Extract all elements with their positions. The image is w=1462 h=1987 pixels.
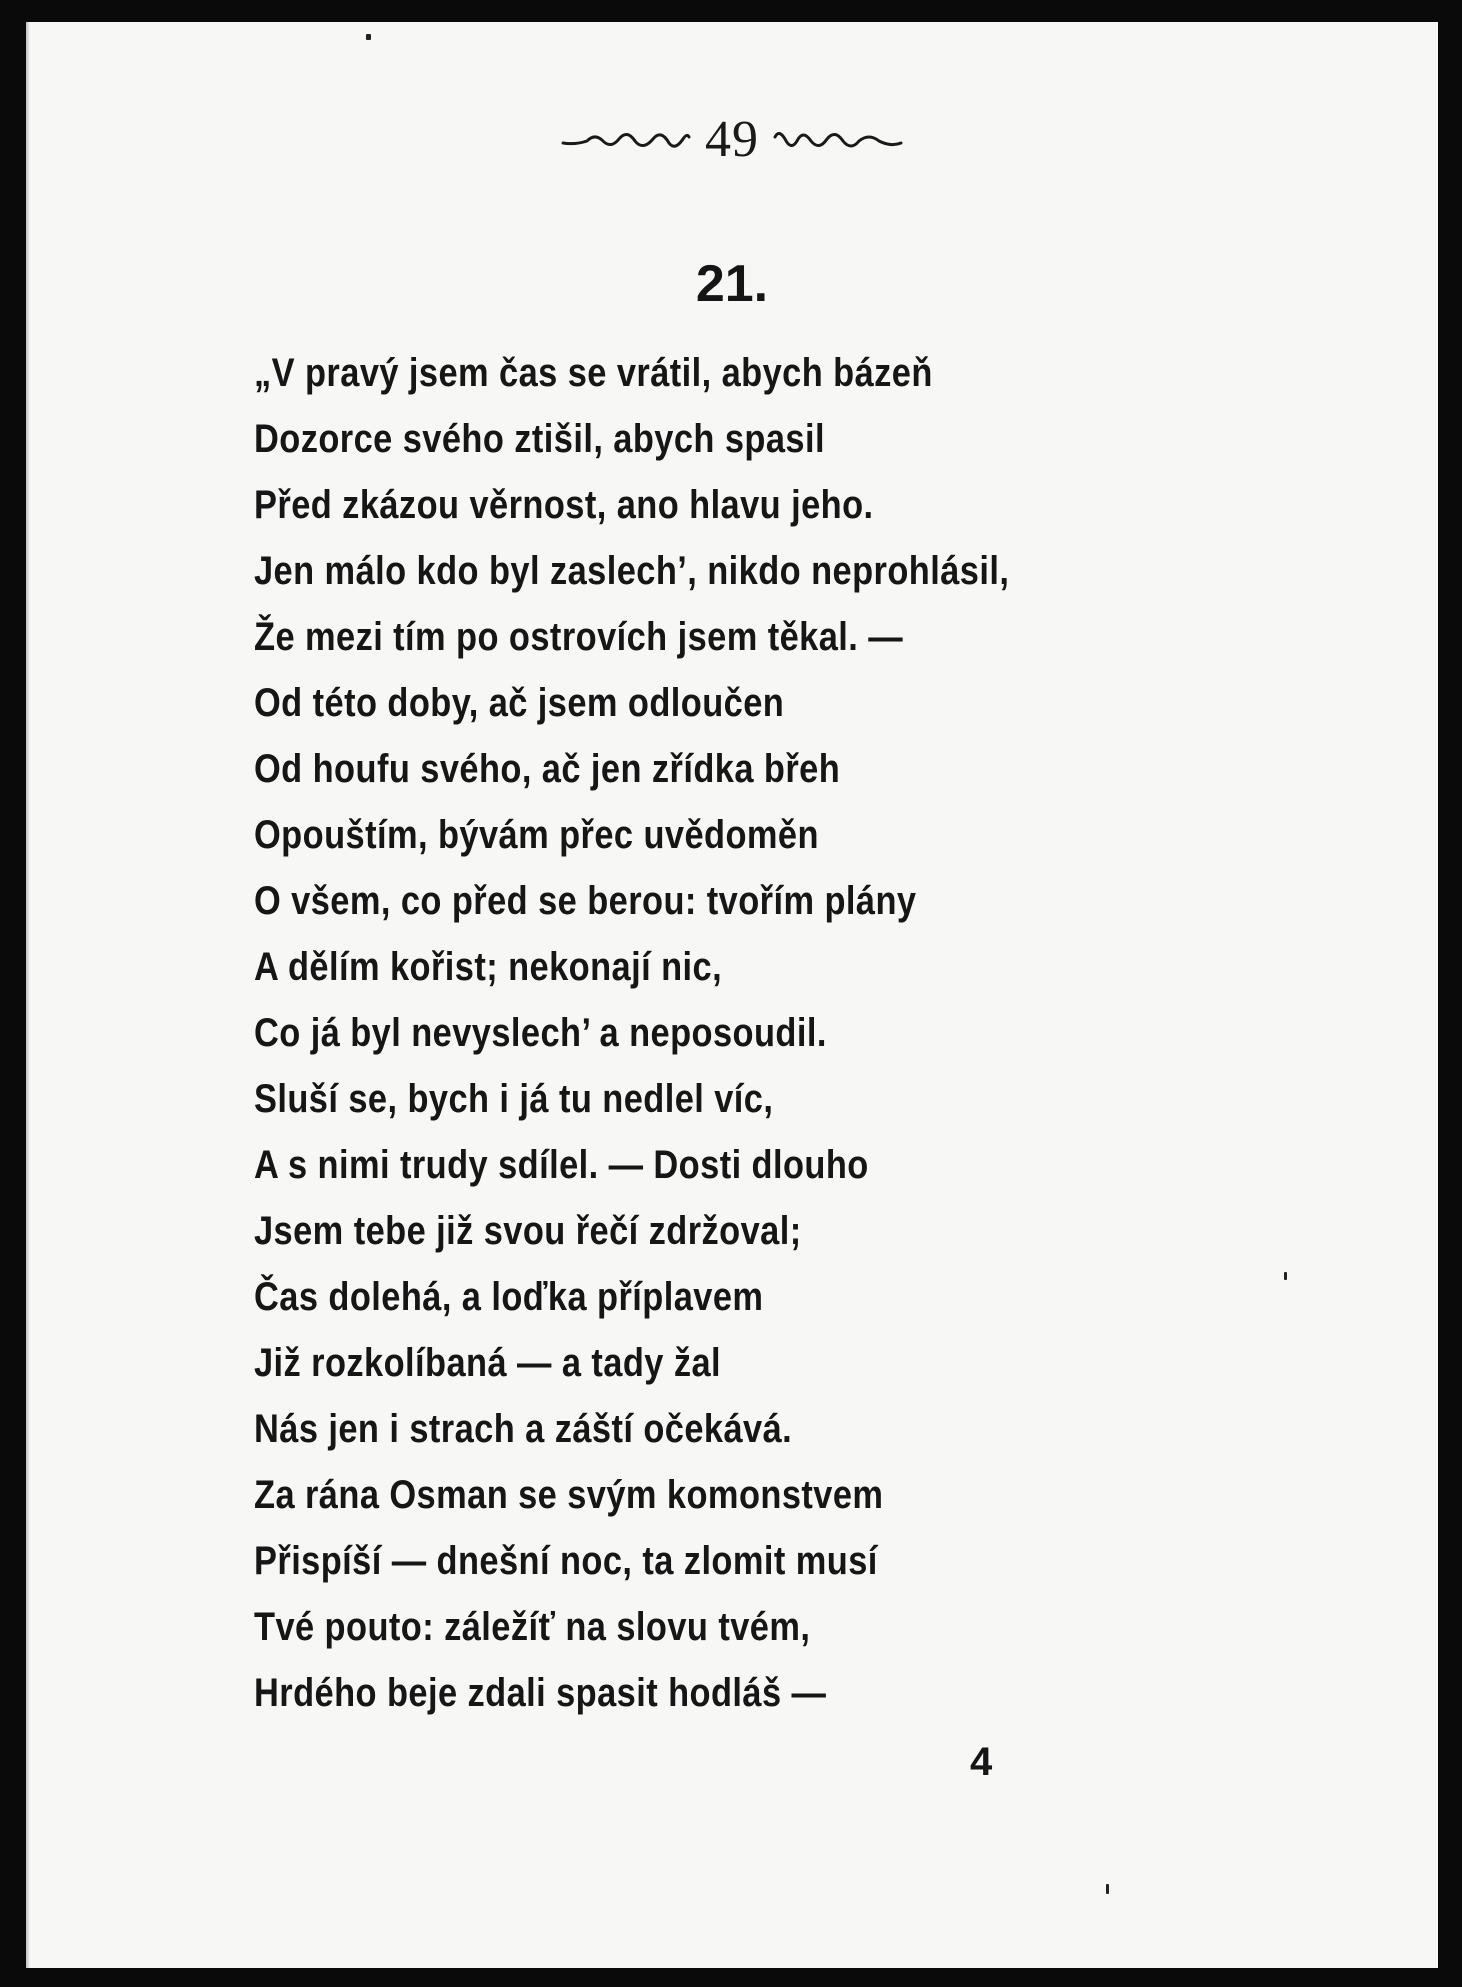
print-speck bbox=[366, 34, 371, 40]
poem-line: Již rozkolíbaná — a tady žal bbox=[254, 1341, 722, 1385]
poem-line: Opouštím, bývám přec uvědoměn bbox=[254, 813, 819, 857]
page-number: 49 bbox=[705, 111, 759, 168]
section-number: 21. bbox=[695, 255, 769, 313]
book-page bbox=[26, 22, 1438, 1968]
poem-line: Dozorce svého ztišil, abych spasil bbox=[254, 417, 825, 461]
poem-line: Sluší se, bych i já tu nedlel víc, bbox=[254, 1077, 774, 1121]
page-header bbox=[26, 111, 1438, 168]
poem-line: Hrdého beje zdali spasit hodláš — bbox=[254, 1671, 827, 1715]
poem-line: „V pravý jsem čas se vrátil, abych bázeň bbox=[254, 351, 933, 395]
poem-line: A s nimi trudy sdílel. — Dosti dlouho bbox=[254, 1143, 869, 1187]
poem-line: Tvé pouto: záležíť na slovu tvém, bbox=[254, 1605, 811, 1649]
poem-line: Jen málo kdo byl zaslech’, nikdo neprohlásil, bbox=[254, 549, 1010, 593]
wave-ornament-right-icon bbox=[773, 125, 903, 155]
print-speck bbox=[1106, 1884, 1109, 1894]
poem-text bbox=[254, 340, 1254, 1726]
poem-line: Za rána Osman se svým komonstvem bbox=[254, 1473, 884, 1517]
poem-line: Přispíší — dnešní noc, ta zlomit musí bbox=[254, 1539, 878, 1583]
poem-line: Před zkázou věrnost, ano hlavu jeho. bbox=[254, 483, 874, 527]
poem-line: Nás jen i strach a záští očekává. bbox=[254, 1407, 793, 1451]
poem-line: Co já byl nevyslech’ a neposoudil. bbox=[254, 1011, 827, 1055]
poem-line: Jsem tebe již svou řečí zdržoval; bbox=[254, 1209, 802, 1253]
poem-line: A dělím kořist; nekonají nic, bbox=[254, 945, 723, 989]
signature-mark: 4 bbox=[970, 1740, 993, 1784]
poem-line: O všem, co před se berou: tvořím plány bbox=[254, 879, 917, 923]
poem-line: Čas dolehá, a loďka příplavem bbox=[254, 1275, 764, 1319]
poem-line: Od této doby, ač jsem odloučen bbox=[254, 681, 785, 725]
poem-line: Že mezi tím po ostrovích jsem těkal. — bbox=[254, 615, 904, 659]
wave-ornament-left-icon bbox=[561, 125, 691, 155]
poem-line: Od houfu svého, ač jen zřídka břeh bbox=[254, 747, 841, 791]
print-speck bbox=[1284, 1272, 1287, 1280]
